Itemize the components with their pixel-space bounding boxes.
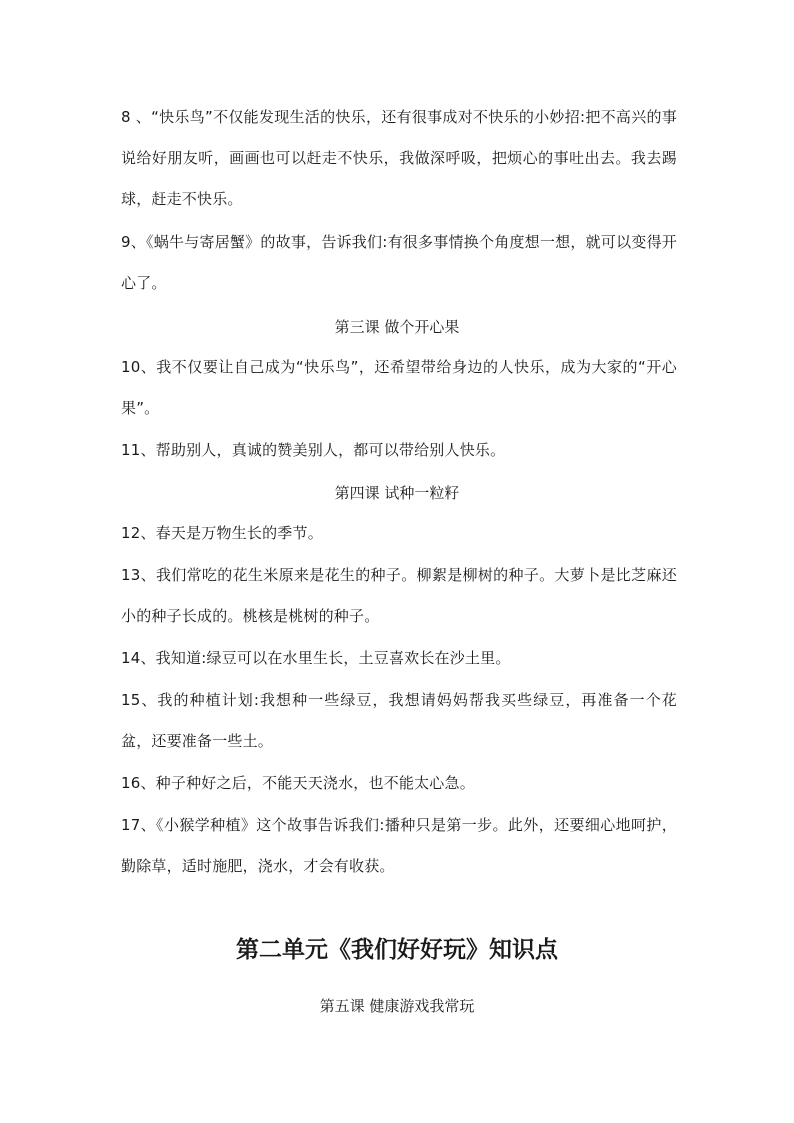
paragraph-item-12: 12、春天是万物生长的季节。 [121, 524, 323, 542]
unit-title: 第二单元《我们好好玩》知识点 [236, 937, 558, 963]
paragraph-item-13: 13、我们常吃的花生米原来是花生的种子。柳絮是柳树的种子。大萝卜是比芝麻还小的种子长成的。桃核是桃树的种子。 [121, 566, 677, 625]
paragraph-item-15: 15、我的种植计划:我想种一些绿豆，我想请妈妈帮我买些绿豆，再准备一个花盆，还要准备一些土。 [121, 691, 677, 750]
paragraph-item-16: 16、种子种好之后，不能天天浇水，也不能太心急。 [121, 774, 475, 792]
lesson-heading-4: 第四课 试种一粒籽 [334, 484, 460, 502]
paragraph-item-9: 9、《蜗牛与寄居蟹》的故事，告诉我们:有很多事情换个角度想一想，就可以变得开心了。 [121, 233, 677, 292]
paragraph-item-14: 14、我知道:绿豆可以在水里生长，土豆喜欢长在沙土里。 [121, 649, 511, 667]
lesson-heading-3: 第三课 做个开心果 [334, 318, 460, 336]
paragraph-item-17: 17、《小猴学种植》这个故事告诉我们:播种只是第一步。此外，还要细心地呵护，勤除草，适时施肥，浇水，才会有收获。 [121, 816, 677, 875]
paragraph-item-11: 11、帮助别人，真诚的赞美别人，都可以带给别人快乐。 [121, 441, 506, 459]
paragraph-item-8: 8 、“快乐鸟”不仅能发现生活的快乐，还有很事成对不快乐的小妙招:把不高兴的事说给好朋友听，画画也可以赶走不快乐，我做深呼吸，把烦心的事吐出去。我去踢球，赶走不快乐。 [121, 108, 677, 208]
lesson-heading-5: 第五课 健康游戏我常玩 [319, 997, 475, 1015]
paragraph-item-10: 10、我不仅要让自己成为“快乐鸟”，还希望带给身边的人快乐，成为大家的“开心果”。 [121, 358, 677, 417]
